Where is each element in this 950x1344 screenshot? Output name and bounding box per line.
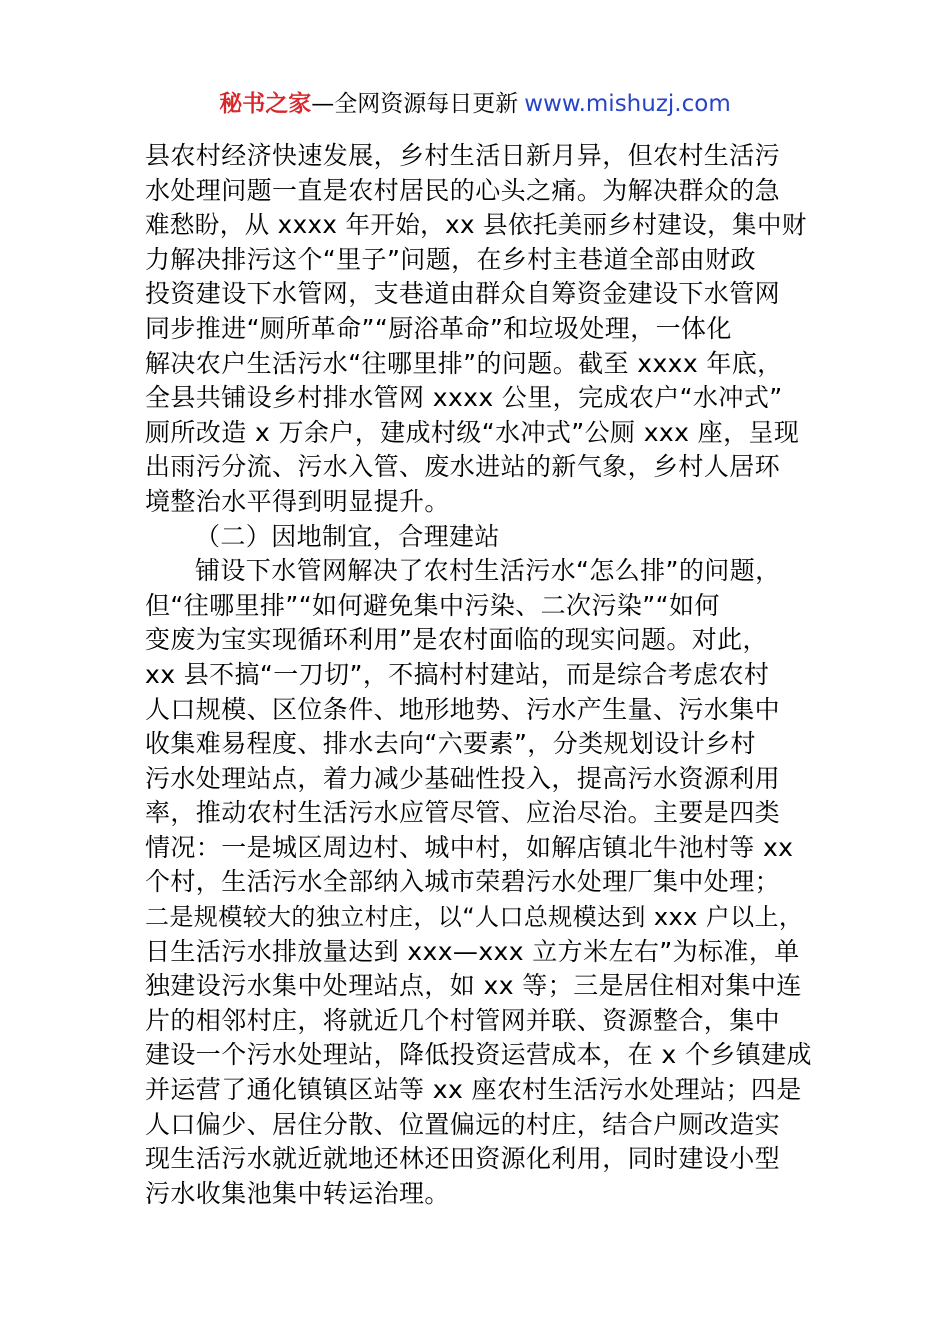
text-line: 解决农户生活污水“往哪里排”的问题。截至 xxxx 年底， [145, 348, 783, 378]
text-line: 现生活污水就近就地还林还田资源化利用，同时建设小型 [145, 1144, 781, 1174]
text-line: 厕所改造 x 万余户，建成村级“水冲式”公厕 xxx 座，呈现 [145, 417, 800, 447]
text-line: 力解决排污这个“里子”问题，在乡村主巷道全部由财政 [145, 244, 756, 274]
section-heading: （二）因地制宜，合理建站 [195, 521, 500, 551]
text-line: 难愁盼，从 xxxx 年开始，xx 县依托美丽乡村建设，集中财 [145, 210, 807, 240]
brand-name: 秘书之家 [219, 91, 312, 117]
site-url[interactable]: www.mishuzj.com [524, 91, 731, 117]
text-line: 建设一个污水处理站，降低投资运营成本，在 x 个乡镇建成 [145, 1040, 812, 1070]
text-line: 县农村经济快速发展，乡村生活日新月异，但农村生活污 [145, 141, 781, 170]
paragraph-first-line: 铺设下水管网解决了农村生活污水“怎么排”的问题， [195, 556, 781, 586]
text-line: 收集难易程度、排水去向“六要素”，分类规划设计乡村 [145, 729, 756, 759]
text-line: 个村，生活污水全部纳入城市荣碧污水处理厂集中处理； [145, 867, 781, 897]
text-line: 二是规模较大的独立村庄，以“人口总规模达到 xxx 户以上， [145, 903, 804, 932]
text-line: 全县共铺设乡村排水管网 xxxx 公里，完成农户“水冲式” [145, 383, 783, 413]
text-line: 人口偏少、居住分散、位置偏远的村庄，结合户厕改造实 [145, 1109, 781, 1139]
text-line: 污水处理站点，着力减少基础性投入，提高污水资源利用 [145, 763, 781, 793]
text-line: 污水收集池集中转运治理。 [145, 1178, 450, 1208]
text-line: 同步推进“厕所革命”“厨浴革命”和垃圾处理，一体化 [145, 313, 732, 343]
text-line: 日生活污水排放量达到 xxx—xxx 立方米左右”为标准，单 [145, 936, 800, 966]
text-line: 境整治水平得到明显提升。 [145, 486, 450, 516]
header-tagline: —全网资源每日更新 [311, 91, 519, 117]
text-line: 独建设污水集中处理站点，如 xx 等；三是居住相对集中连 [145, 971, 802, 1001]
text-line: 率，推动农村生活污水应管尽管、应治尽治。主要是四类 [145, 798, 781, 828]
text-line: 情况：一是城区周边村、城中村，如解店镇北牛池村等 xx [145, 832, 794, 862]
text-line: 变废为宝实现循环利用”是农村面临的现实问题。对此， [145, 625, 768, 655]
text-line: 但“往哪里排”“如何避免集中污染、二次污染”“如何 [145, 590, 720, 620]
text-line: xx 县不搞“一刀切”，不搞村村建站，而是综合考虑农村 [145, 659, 770, 689]
text-line: 出雨污分流、污水入管、废水进站的新气象，乡村人居环 [145, 452, 781, 482]
text-line: 片的相邻村庄，将就近几个村管网并联、资源整合，集中 [145, 1005, 781, 1035]
text-line: 投资建设下水管网，支巷道由群众自筹资金建设下水管网 [145, 279, 781, 309]
text-line: 人口规模、区位条件、地形地势、污水产生量、污水集中 [145, 694, 781, 724]
document-body [145, 139, 815, 1211]
text-line: 水处理问题一直是农村居民的心头之痛。为解决群众的急 [145, 175, 781, 205]
page-header [0, 86, 950, 122]
text-line: 并运营了通化镇镇区站等 xx 座农村生活污水处理站；四是 [145, 1075, 802, 1105]
